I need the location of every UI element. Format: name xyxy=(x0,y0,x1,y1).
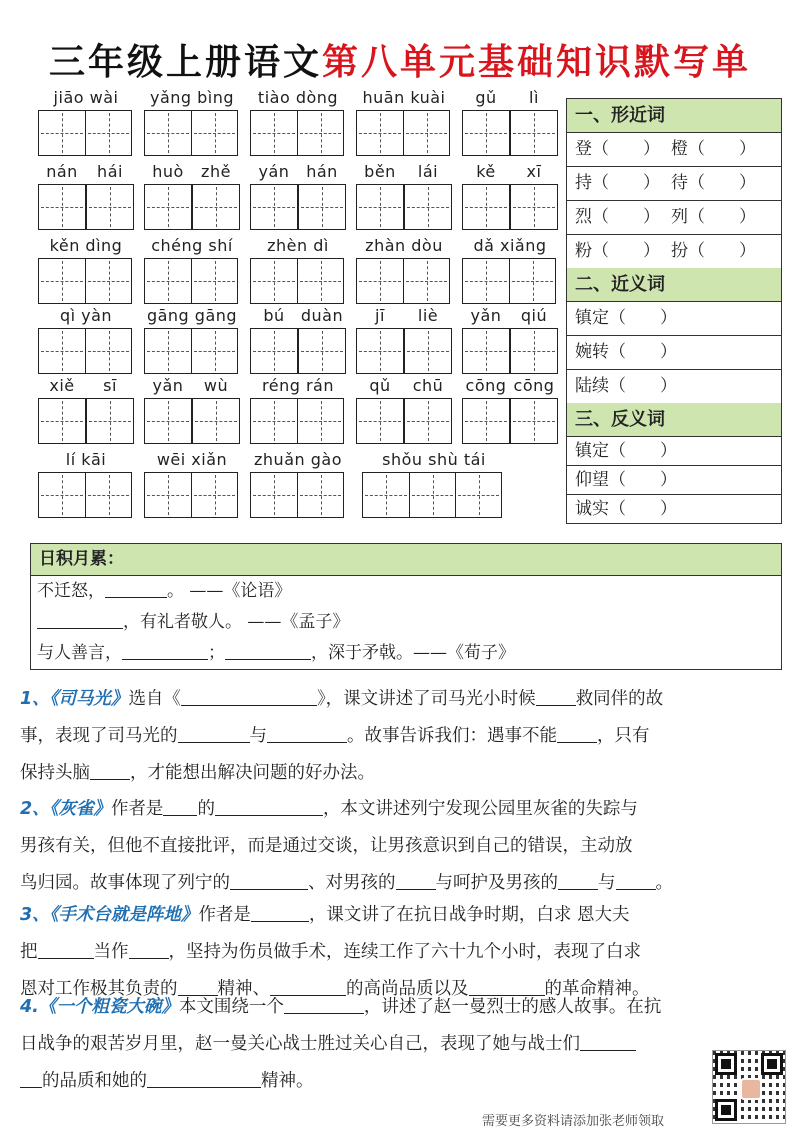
write-boxes[interactable] xyxy=(510,110,558,156)
pinyin-label: hái xyxy=(97,162,123,181)
fill-blank[interactable] xyxy=(616,869,656,890)
question-number: 1、 xyxy=(20,689,50,709)
write-boxes[interactable] xyxy=(192,398,240,444)
question-text: 作者是 xyxy=(110,799,164,819)
question-text: 恩对工作极其负责的 xyxy=(20,979,178,999)
question-text: 男孩有关，但他不直接批评，而是通过交谈，让男孩意识到自己的错误，主动放 xyxy=(20,836,633,856)
write-boxes[interactable] xyxy=(362,472,502,518)
title-unit: 第八单元基础知识默写单 xyxy=(322,42,752,83)
question-1 xyxy=(20,681,782,792)
write-boxes[interactable] xyxy=(404,398,452,444)
question-text: 》，课文讲述了司马光小时候 xyxy=(316,689,536,709)
write-boxes[interactable] xyxy=(38,328,132,374)
word-item: 持（ ） xyxy=(575,173,660,193)
pinyin-label: yǎng bìng xyxy=(149,88,235,107)
question-number: 2、 xyxy=(20,799,50,819)
fill-blank[interactable] xyxy=(37,608,123,629)
write-boxes[interactable] xyxy=(38,258,132,304)
word-item: 粉（ ） xyxy=(575,241,660,261)
question-number: 3、 xyxy=(20,905,50,925)
fill-blank[interactable] xyxy=(105,577,167,598)
pinyin-label: xiě xyxy=(49,376,75,395)
pinyin-label: réng rán xyxy=(262,376,334,395)
write-boxes[interactable] xyxy=(356,258,450,304)
write-boxes[interactable] xyxy=(462,258,556,304)
pinyin-label: nán xyxy=(46,162,78,181)
fill-blank[interactable] xyxy=(122,639,208,660)
question-text: ，讲述了赵一曼烈士的感人故事。在抗 xyxy=(363,997,662,1017)
pinyin-label: cōng xyxy=(465,376,507,395)
similar-words-section xyxy=(567,99,781,268)
write-boxes[interactable] xyxy=(356,328,404,374)
pinyin-label: huò xyxy=(152,162,184,181)
pinyin-label: yǎn xyxy=(152,376,184,395)
write-boxes[interactable] xyxy=(404,184,452,230)
write-boxes[interactable] xyxy=(144,184,192,230)
word-row[interactable]: 诚实（ ） xyxy=(575,499,677,519)
write-boxes[interactable] xyxy=(38,472,132,518)
question-text: 鸟归园。故事体现了列宁的 xyxy=(20,873,230,893)
write-boxes[interactable] xyxy=(462,398,510,444)
quote-text: ； xyxy=(208,643,225,663)
question-number: 4. xyxy=(20,997,39,1017)
avatar-icon xyxy=(740,1078,762,1100)
quote-text: ，有礼者敬人。 ——《孟子》 xyxy=(123,612,350,632)
pinyin-label: qǔ xyxy=(369,376,391,395)
word-row[interactable]: 镇定（ ） xyxy=(567,437,781,466)
question-text: ，才能想出解决问题的好办法。 xyxy=(130,763,375,783)
footer-note: 需要更多资料请添加张老师领取 xyxy=(482,1114,665,1129)
write-boxes[interactable] xyxy=(356,184,404,230)
word-item: 烈（ ） xyxy=(575,207,660,227)
pinyin-label: zhuǎn gào xyxy=(254,450,342,469)
page-title xyxy=(0,34,800,85)
fill-blank[interactable] xyxy=(215,795,323,816)
write-boxes[interactable] xyxy=(356,110,450,156)
question-text: 的高尚品质以及 xyxy=(346,979,469,999)
word-item: 登（ ） xyxy=(575,139,660,159)
pinyin-label: gǔ xyxy=(475,88,497,107)
question-text: ，只有 xyxy=(597,726,650,746)
question-text: ，本文讲述列宁发现公园里灰雀的失踪与 xyxy=(322,799,638,819)
write-boxes[interactable] xyxy=(250,184,298,230)
write-boxes[interactable] xyxy=(250,472,344,518)
fill-blank[interactable] xyxy=(225,639,311,660)
write-boxes[interactable] xyxy=(404,328,452,374)
question-text: 。故事告诉我们：遇事不能 xyxy=(347,726,557,746)
question-text: 、对男孩的 xyxy=(308,873,396,893)
write-boxes[interactable] xyxy=(38,110,132,156)
question-text: 的品质和她的 xyxy=(42,1071,147,1091)
fill-blank[interactable] xyxy=(129,938,169,959)
pinyin-label: yǎn xyxy=(470,306,502,325)
fill-blank[interactable] xyxy=(230,869,308,890)
question-text: 把 xyxy=(20,942,38,962)
question-text: 精神、 xyxy=(217,979,270,999)
question-text: 选自《 xyxy=(128,689,181,709)
antonyms-section xyxy=(567,403,781,523)
pinyin-label: kěn dìng xyxy=(49,236,123,255)
section-title: 三、反义词 xyxy=(567,403,781,437)
question-text: 事，表现了司马光的 xyxy=(20,726,178,746)
write-boxes[interactable] xyxy=(144,398,192,444)
word-row[interactable]: 仰望（ ） xyxy=(567,466,781,495)
quote-line xyxy=(31,638,781,669)
accumulation-title: 日积月累： xyxy=(31,544,781,576)
quote-text: ，深于矛戟。——《荀子》 xyxy=(311,643,515,663)
pinyin-label: jiāo wài xyxy=(53,88,119,107)
section-title: 二、近义词 xyxy=(567,268,781,302)
pinyin-label: chū xyxy=(412,376,444,395)
qr-code xyxy=(712,1050,786,1124)
synonyms-section xyxy=(567,268,781,403)
title-grade: 三年级上册语文 xyxy=(48,42,322,83)
pinyin-label: sī xyxy=(103,376,117,395)
write-boxes[interactable] xyxy=(250,110,344,156)
fill-blank[interactable] xyxy=(558,869,598,890)
question-text: 救同伴的故 xyxy=(575,689,664,709)
write-boxes[interactable] xyxy=(86,184,134,230)
word-table xyxy=(566,98,782,524)
word-item: 列（ ） xyxy=(671,207,756,227)
pinyin-label: lí kāi xyxy=(65,450,107,469)
write-boxes[interactable] xyxy=(462,328,510,374)
question-2 xyxy=(20,791,782,902)
write-boxes[interactable] xyxy=(192,184,240,230)
fill-blank[interactable] xyxy=(557,722,597,743)
write-boxes[interactable] xyxy=(250,328,298,374)
question-4 xyxy=(20,989,782,1100)
question-text: 与呵护及男孩的 xyxy=(435,873,558,893)
pinyin-label: liè xyxy=(417,306,439,325)
pinyin-label: běn xyxy=(364,162,396,181)
write-boxes[interactable] xyxy=(510,398,558,444)
write-boxes[interactable] xyxy=(144,472,238,518)
word-item: 扮（ ） xyxy=(671,241,756,261)
question-text: 的革命精神。 xyxy=(544,979,650,999)
pinyin-label: kě xyxy=(476,162,496,181)
write-boxes[interactable] xyxy=(38,184,86,230)
section-title: 一、形近词 xyxy=(567,99,781,133)
write-boxes[interactable] xyxy=(356,398,404,444)
question-text: 。 xyxy=(655,873,673,893)
pinyin-label: tiào dòng xyxy=(257,88,339,107)
question-text: 本文围绕一个 xyxy=(178,997,284,1017)
fill-blank[interactable] xyxy=(20,1067,42,1088)
word-row[interactable]: 陆续（ ） xyxy=(575,376,677,396)
word-row[interactable]: 婉转（ ） xyxy=(567,336,781,370)
write-boxes[interactable] xyxy=(38,398,86,444)
quote-line xyxy=(31,576,781,607)
pinyin-label: wù xyxy=(203,376,229,395)
write-boxes[interactable] xyxy=(298,184,346,230)
pinyin-label: zhě xyxy=(201,162,231,181)
question-text: 与 xyxy=(249,726,267,746)
write-boxes[interactable] xyxy=(86,398,134,444)
write-boxes[interactable] xyxy=(250,398,344,444)
fill-blank[interactable] xyxy=(251,901,309,922)
lesson-title: 《灰雀》 xyxy=(49,799,111,819)
word-row[interactable] xyxy=(567,133,781,167)
pinyin-label: qì yàn xyxy=(59,306,113,325)
fill-blank[interactable] xyxy=(38,938,94,959)
pinyin-label: qiú xyxy=(520,306,548,325)
word-item: 待（ ） xyxy=(671,173,756,193)
quote-line xyxy=(31,607,781,638)
fill-blank[interactable] xyxy=(178,722,250,743)
write-boxes[interactable] xyxy=(250,258,344,304)
pinyin-label: zhàn dòu xyxy=(365,236,443,255)
write-boxes[interactable] xyxy=(144,328,238,374)
pinyin-label: wēi xiǎn xyxy=(156,450,228,469)
pinyin-label: duàn xyxy=(300,306,344,325)
pinyin-label: jī xyxy=(375,306,385,325)
pinyin-label: cōng xyxy=(513,376,555,395)
write-boxes[interactable] xyxy=(510,184,558,230)
fill-blank[interactable] xyxy=(396,869,436,890)
pinyin-label: yán xyxy=(258,162,290,181)
pinyin-label: lái xyxy=(417,162,439,181)
question-text: 与 xyxy=(598,873,616,893)
fill-blank[interactable] xyxy=(536,685,576,706)
quote-text: 不迁怒， xyxy=(37,581,105,601)
word-row[interactable] xyxy=(567,235,781,268)
question-text: 日战争的艰苦岁月里，赵一曼关心战士胜过关心自己，表现了她与战士们 xyxy=(20,1034,580,1054)
pinyin-label: lì xyxy=(529,88,539,107)
pinyin-label: dǎ xiǎng xyxy=(473,236,547,255)
pinyin-label: hán xyxy=(306,162,338,181)
write-boxes[interactable] xyxy=(510,328,558,374)
write-boxes[interactable] xyxy=(462,184,510,230)
question-text: ，课文讲了在抗日战争时期，白求 恩大夫 xyxy=(308,905,630,925)
fill-blank[interactable] xyxy=(181,685,317,706)
write-boxes[interactable] xyxy=(298,328,346,374)
pinyin-label: shǒu shù tái xyxy=(382,450,486,469)
fill-blank[interactable] xyxy=(163,795,197,816)
question-text: 保持头脑 xyxy=(20,763,90,783)
write-boxes[interactable] xyxy=(144,110,238,156)
pinyin-label: zhèn dì xyxy=(267,236,329,255)
quote-text: 与人善言， xyxy=(37,643,122,663)
fill-blank[interactable] xyxy=(284,993,364,1014)
word-row[interactable]: 镇定（ ） xyxy=(567,302,781,336)
word-row[interactable] xyxy=(567,201,781,235)
fill-blank[interactable] xyxy=(267,722,347,743)
pinyin-label: xī xyxy=(526,162,542,181)
lesson-title: 《一个粗瓷大碗》 xyxy=(38,997,179,1017)
question-text: ，坚持为伤员做手术，连续工作了六十九个小时，表现了白求 xyxy=(168,942,641,962)
question-text: 的 xyxy=(197,799,215,819)
word-row[interactable] xyxy=(567,167,781,201)
lesson-title: 《司马光》 xyxy=(49,689,129,709)
pinyin-label: huān kuài xyxy=(362,88,446,107)
fill-blank[interactable] xyxy=(147,1067,261,1088)
fill-blank[interactable] xyxy=(580,1030,636,1051)
question-text: 作者是 xyxy=(198,905,251,925)
word-item: 橙（ ） xyxy=(671,139,756,159)
question-text: 当作 xyxy=(93,942,129,962)
pinyin-label: gāng gāng xyxy=(146,306,238,325)
write-boxes[interactable] xyxy=(144,258,238,304)
lesson-title: 《手术台就是阵地》 xyxy=(49,905,199,925)
fill-blank[interactable] xyxy=(90,759,130,780)
pinyin-label: chéng shí xyxy=(151,236,233,255)
daily-accumulation xyxy=(30,543,782,670)
write-boxes[interactable] xyxy=(462,110,510,156)
question-text: 精神。 xyxy=(261,1071,314,1091)
quote-text: 。 ——《论语》 xyxy=(167,581,292,601)
pinyin-label: bú xyxy=(263,306,285,325)
